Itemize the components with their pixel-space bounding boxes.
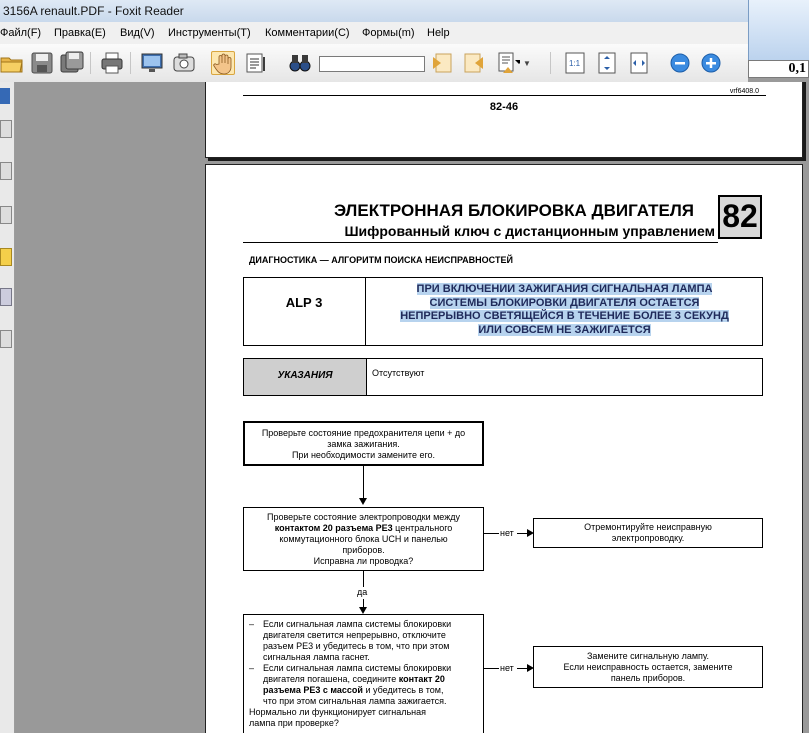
footer-rule <box>243 95 766 96</box>
step1-box: Проверьте состояние предохранителя цепи + до замка зажигания. При необходимости замените его. <box>243 421 484 466</box>
arrow-head <box>359 498 367 505</box>
pdf-page-prev <box>205 82 803 158</box>
snapshot-icon[interactable] <box>172 51 196 75</box>
menu-bar <box>0 22 748 44</box>
print-icon[interactable] <box>100 51 124 75</box>
fit-page-icon[interactable] <box>595 51 619 75</box>
document-viewer[interactable] <box>15 82 809 733</box>
zoom-value[interactable]: 0,1 <box>748 60 809 78</box>
step3-box: – Если сигнальная лампа системы блокировки двигателя светится непрерывно, отключите разъем РЕ3 и убедитесь в том, что при этом сигнальная лампа гаснет. – Если сигнальная лампа системы блокировки двигателя погашена, соедините контакт 20 разъема РЕ3 с массой и убедитесь в том, что при этом сигнальная лампа зажигается. Нормально ли функционирует сигнальная лампа при проверке? <box>243 614 484 733</box>
bookmarks-icon[interactable] <box>0 162 12 180</box>
hand-tool-icon[interactable] <box>211 51 235 75</box>
menu-tools[interactable]: Инструменты(T) <box>168 27 251 39</box>
no-label-2: нет <box>500 663 514 673</box>
page-number: 82-46 <box>489 101 519 113</box>
step2-no-box: Отремонтируйте неисправную электропроводку. <box>533 518 763 548</box>
menu-file[interactable]: Файл(F) <box>0 27 42 39</box>
fit-width-icon[interactable] <box>627 51 651 75</box>
comments-icon[interactable] <box>0 248 12 266</box>
navigation-panel <box>0 82 15 733</box>
actual-size-icon[interactable] <box>563 51 587 75</box>
open-folder-icon[interactable] <box>0 51 24 75</box>
find-binoculars-icon[interactable] <box>288 51 312 75</box>
yes-label: да <box>357 587 368 597</box>
alp-code: ALP 3 <box>285 295 323 310</box>
step2-box: Проверьте состояние электропроводки между контактом 20 разъема РЕ3 центрального коммутационного блока UCH и панелью приборов. Исправна ли проводка? <box>243 507 484 571</box>
save-icon[interactable] <box>30 51 54 75</box>
layers-icon[interactable] <box>0 206 12 224</box>
header-rule <box>243 242 718 243</box>
text-select-icon[interactable] <box>244 51 268 75</box>
menu-forms[interactable]: Формы(m) <box>362 27 415 39</box>
screen-view-icon[interactable] <box>140 51 164 75</box>
page-code: vrf6408.0 <box>729 88 759 95</box>
menu-comments[interactable]: Комментарии(C) <box>265 27 350 39</box>
find-previous-icon[interactable] <box>430 51 454 75</box>
step3-no-box: Замените сигнальную лампу. Если неисправность остается, замените панель приборов. <box>533 646 763 688</box>
no-label: нет <box>500 528 514 538</box>
arrow-head <box>359 607 367 614</box>
menu-help[interactable]: Help <box>427 27 450 39</box>
menu-view[interactable]: Вид(V) <box>120 27 155 39</box>
zoom-in-icon[interactable] <box>699 51 723 75</box>
flow-line <box>484 533 499 534</box>
toolbar <box>0 44 748 83</box>
diagnostic-heading: ДИАГНОСТИКА — АЛГОРИТМ ПОИСКА НЕИСПРАВНОСТЕЙ <box>249 255 513 265</box>
attachments-icon[interactable] <box>0 288 12 306</box>
signatures-icon[interactable] <box>0 330 12 348</box>
toolbar-separator <box>130 52 131 74</box>
search-input[interactable] <box>319 56 425 72</box>
section-number: 82 <box>718 195 762 239</box>
find-next-icon[interactable] <box>462 51 486 75</box>
flow-arrow <box>363 466 364 499</box>
instructions-value: Отсутствуют <box>372 368 425 378</box>
search-options-icon[interactable] <box>496 51 520 75</box>
window-title: 3156A renault.PDF - Foxit Reader <box>3 4 184 18</box>
sidebar-panel-header <box>748 0 809 60</box>
flow-line <box>484 668 499 669</box>
alp-description: ПРИ ВКЛЮЧЕНИИ ЗАЖИГАНИЯ СИГНАЛЬНАЯ ЛАМПА СИСТЕМЫ БЛОКИРОВКИ ДВИГАТЕЛЯ ОСТАЕТСЯ НЕПРЕРЫВНО СВЕТЯЩЕЙСЯ В ТЕЧЕНИЕ БОЛЕЕ 3 СЕКУНД ИЛИ СОВСЕМ НЕ ЗАЖИГАЕТСЯ <box>400 283 729 336</box>
toolbar-separator <box>550 52 551 74</box>
page-title: ЭЛЕКТРОННАЯ БЛОКИРОВКА ДВИГАТЕЛЯ <box>333 201 694 220</box>
menu-edit[interactable]: Правка(E) <box>54 27 106 39</box>
zoom-out-icon[interactable] <box>668 51 692 75</box>
svg-text:1:1: 1:1 <box>569 59 581 68</box>
save-as-icon[interactable] <box>60 51 84 75</box>
toolbar-separator <box>90 52 91 74</box>
instructions-label: УКАЗАНИЯ <box>277 370 333 381</box>
title-bar <box>0 0 809 22</box>
page-subtitle: Шифрованный ключ с дистанционным управлением <box>344 223 715 239</box>
flow-line <box>363 571 364 587</box>
collapse-arrow-icon[interactable] <box>0 88 10 104</box>
pages-icon[interactable] <box>0 120 12 138</box>
pdf-page-current <box>205 164 803 733</box>
dropdown-caret-icon[interactable]: ▼ <box>523 59 531 68</box>
